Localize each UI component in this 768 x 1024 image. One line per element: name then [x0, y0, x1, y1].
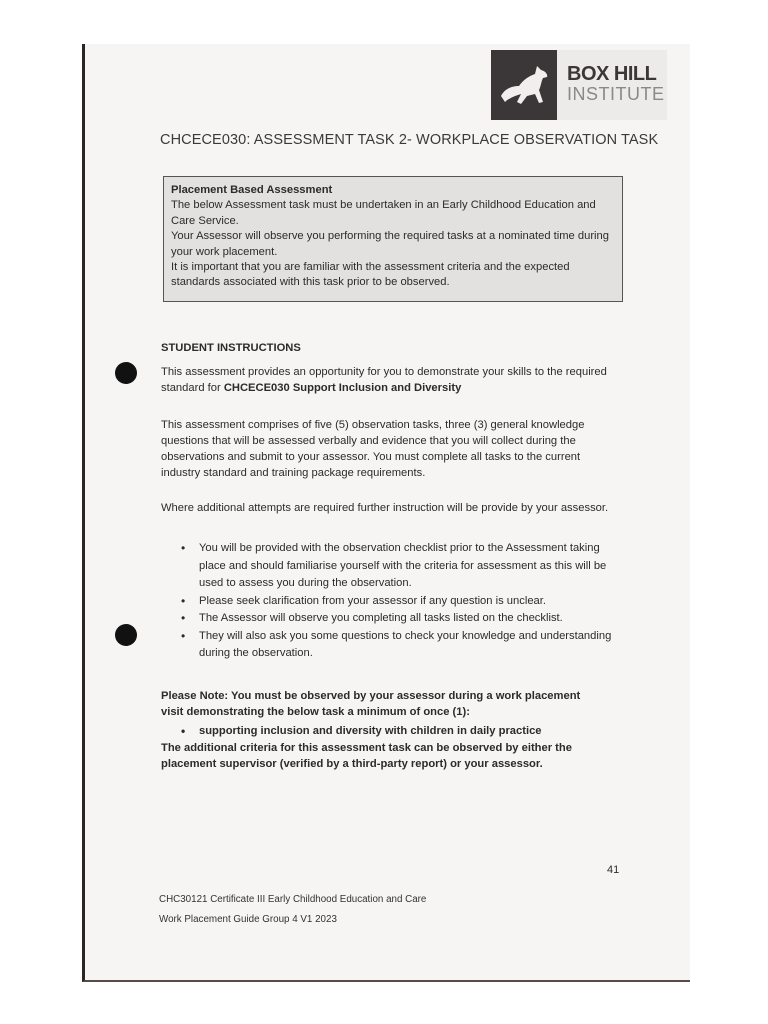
- footer-guide: Work Placement Guide Group 4 V1 2023: [159, 914, 337, 925]
- list-item: • Please seek clarification from your assessor if any question is unclear.: [175, 593, 615, 611]
- placement-box-line: The below Assessment task must be undertaken in an Early Childhood Education and Care Service.: [171, 199, 596, 227]
- placement-assessment-box: [163, 176, 623, 302]
- placement-box-line: It is important that you are familiar with the assessment criteria and the expected standards associated with this task prior to be observed.: [171, 261, 570, 289]
- footer: [159, 890, 426, 930]
- note-list: [175, 723, 595, 739]
- horse-icon: [491, 50, 557, 120]
- box-hill-institute-logo: [491, 50, 667, 120]
- additional-criteria: The additional criteria for this assessment task can be observed by either the placement supervisor (verified by a third-party report) or your assessor.: [161, 742, 572, 770]
- document-title: CHCECE030: ASSESSMENT TASK 2- WORKPLACE OBSERVATION TASK: [160, 132, 659, 148]
- instruction-list: [175, 540, 615, 663]
- intro-paragraph: [161, 364, 621, 396]
- binder-hole-bottom: [115, 624, 137, 646]
- list-item: • The Assessor will observe you completing all tasks listed on the checklist.: [175, 610, 615, 628]
- intro-text: This assessment provides an opportunity for you to demonstrate your skills to the required standard for: [161, 366, 607, 394]
- logo-name-line2: INSTITUTE: [567, 84, 665, 104]
- placement-box-heading: Placement Based Assessment: [171, 184, 333, 196]
- page-number: 41: [607, 864, 620, 876]
- list-item: • They will also ask you some questions to check your knowledge and understanding during the observation.: [175, 628, 615, 663]
- logo-name-line1: BOX HILL: [567, 63, 657, 85]
- please-note: Please Note: You must be observed by your assessor during a work placement visit demonstrating the below task a minimum of once (1):: [161, 690, 581, 718]
- footer-course: CHC30121 Certificate III Early Childhood Education and Care: [159, 894, 427, 905]
- list-item: • You will be provided with the observation checklist prior to the Assessment taking place and should familiarise yourself with the criteria for assessment as this will be used to assess you during the observation.: [175, 540, 615, 593]
- additional-attempts-text: Where additional attempts are required further instruction will be provide by your assessor.: [161, 502, 609, 514]
- student-instructions-heading: STUDENT INSTRUCTIONS: [161, 342, 301, 354]
- binder-hole-top: [115, 362, 137, 384]
- document-page: [82, 44, 690, 982]
- assessment-description: This assessment comprises of five (5) observation tasks, three (3) general knowledge questions that will be assessed verbally and evidence that you will collect during the observations and submit to your assessor. You must complete all tasks to the current industry standard and training package requirements.: [161, 419, 585, 479]
- list-item: • supporting inclusion and diversity with children in daily practice: [175, 723, 595, 739]
- placement-box-line: Your Assessor will observe you performing the required tasks at a nominated time during your work placement.: [171, 230, 609, 258]
- unit-code-title: CHCECE030 Support Inclusion and Diversity: [223, 382, 462, 394]
